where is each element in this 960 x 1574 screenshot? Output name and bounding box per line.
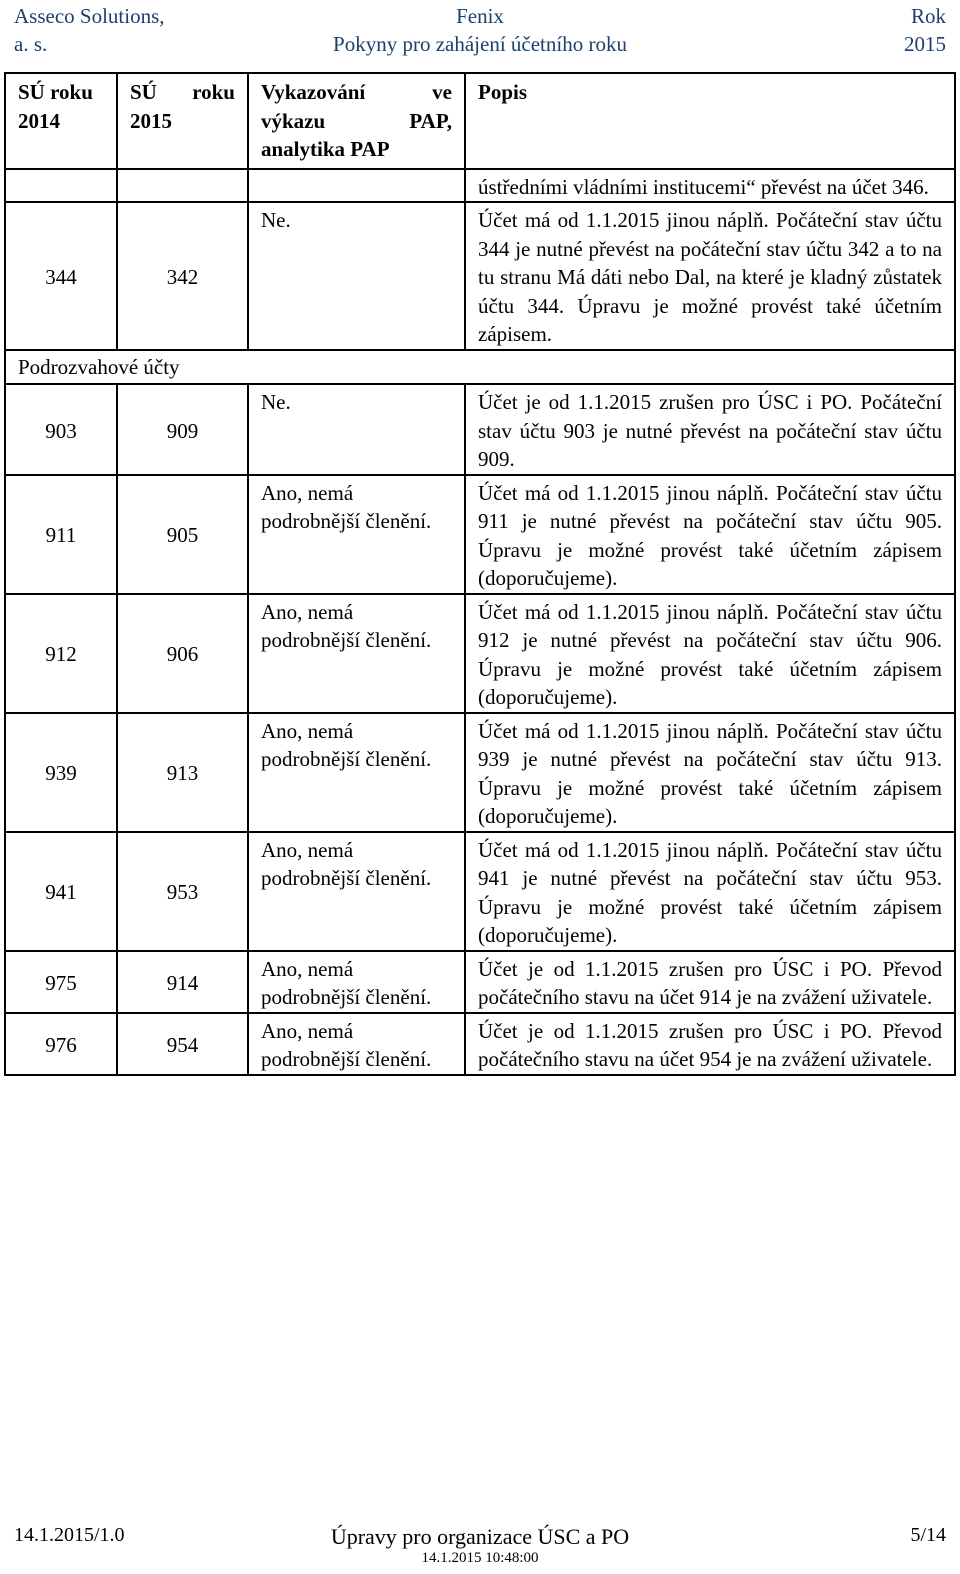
header-su-2014: SÚ roku 2014 <box>5 73 117 169</box>
cell-empty <box>5 169 117 203</box>
table-row <box>5 384 955 475</box>
page-footer <box>0 1520 960 1574</box>
cell-su-2014: 941 <box>5 832 117 951</box>
cell-su-2015: 913 <box>117 713 248 832</box>
header-su-2015: SÚ roku 2015 <box>117 73 248 169</box>
cell-su-2014: 975 <box>5 951 117 1013</box>
cell-popis: Účet je od 1.1.2015 zrušen pro ÚSC i PO. Počáteční stav účtu 903 je nutné převést na počáteční stav účtu 909. <box>465 384 955 475</box>
cell-su-2015: 906 <box>117 594 248 713</box>
cell-su-2015: 905 <box>117 475 248 594</box>
cell-su-2015: 342 <box>117 202 248 350</box>
table-row <box>5 475 955 594</box>
header-year: Rok 2015 <box>904 4 946 56</box>
cell-empty <box>248 169 465 203</box>
section-label: Podrozvahové účty <box>5 350 955 385</box>
table-row <box>5 951 955 1013</box>
table-row <box>5 594 955 713</box>
cell-popis: Účet má od 1.1.2015 jinou náplň. Počáteční stav účtu 911 je nutné převést na počáteční stav účtu 905. Úpravu je možné provést také účetním zápisem (doporučujeme). <box>465 475 955 594</box>
header-pap: Vykazování ve výkazu PAP, analytika PAP <box>248 73 465 169</box>
header-title: Fenix Pokyny pro zahájení účetního roku <box>333 4 627 56</box>
footer-title: Úpravy pro organizace ÚSC a PO <box>330 1524 630 1549</box>
accounts-table <box>4 72 956 1076</box>
cell-su-2014: 976 <box>5 1013 117 1075</box>
table-row <box>5 202 955 350</box>
footer-version: 14.1.2015/1.0 <box>14 1524 125 1546</box>
cell-su-2015: 953 <box>117 832 248 951</box>
cell-pap: Ne. <box>248 202 465 350</box>
footer-page-number: 5/14 <box>910 1524 946 1546</box>
continuation-text: ústředními vládními institucemi“ převést na účet 346. <box>465 169 955 203</box>
cell-pap: Ano, nemá podrobnější členění. <box>248 713 465 832</box>
cell-empty <box>117 169 248 203</box>
cell-popis: Účet je od 1.1.2015 zrušen pro ÚSC i PO. Převod počátečního stavu na účet 914 je na zvážení uživatele. <box>465 951 955 1013</box>
cell-su-2014: 912 <box>5 594 117 713</box>
section-row <box>5 350 955 385</box>
cell-pap: Ano, nemá podrobnější členění. <box>248 951 465 1013</box>
cell-popis: Účet má od 1.1.2015 jinou náplň. Počáteční stav účtu 344 je nutné převést na počáteční stav účtu 342 a to na tu stranu Má dáti nebo Dal, na které je kladný zůstatek účtu 344. Úpravu je možné provést také účetním zápisem. <box>465 202 955 350</box>
cell-su-2014: 344 <box>5 202 117 350</box>
cell-pap: Ne. <box>248 384 465 475</box>
cell-pap: Ano, nemá podrobnější členění. <box>248 832 465 951</box>
cell-su-2015: 914 <box>117 951 248 1013</box>
header-company: Asseco Solutions, a. s. <box>14 4 165 56</box>
header-popis: Popis <box>465 73 955 169</box>
cell-pap: Ano, nemá podrobnější členění. <box>248 475 465 594</box>
footer-datetime: 14.1.2015 10:48:00 <box>421 1550 539 1566</box>
cell-su-2015: 909 <box>117 384 248 475</box>
table-header-row <box>5 73 955 169</box>
table-row <box>5 832 955 951</box>
cell-popis: Účet má od 1.1.2015 jinou náplň. Počáteční stav účtu 939 je nutné převést na počáteční stav účtu 913. Úpravu je možné provést také účetním zápisem (doporučujeme). <box>465 713 955 832</box>
cell-popis: Účet je od 1.1.2015 zrušen pro ÚSC i PO. Převod počátečního stavu na účet 954 je na zvážení uživatele. <box>465 1013 955 1075</box>
table-row <box>5 713 955 832</box>
table-row <box>5 1013 955 1075</box>
cell-su-2014: 939 <box>5 713 117 832</box>
page-header <box>0 0 960 58</box>
cell-su-2015: 954 <box>117 1013 248 1075</box>
cell-pap: Ano, nemá podrobnější členění. <box>248 594 465 713</box>
cell-su-2014: 911 <box>5 475 117 594</box>
cell-su-2014: 903 <box>5 384 117 475</box>
cell-pap: Ano, nemá podrobnější členění. <box>248 1013 465 1075</box>
cell-popis: Účet má od 1.1.2015 jinou náplň. Počáteční stav účtu 912 je nutné převést na počáteční stav účtu 906. Úpravu je možné provést také účetním zápisem (doporučujeme). <box>465 594 955 713</box>
table-row <box>5 169 955 203</box>
cell-popis: Účet má od 1.1.2015 jinou náplň. Počáteční stav účtu 941 je nutné převést na počáteční stav účtu 953. Úpravu je možné provést také účetním zápisem (doporučujeme). <box>465 832 955 951</box>
